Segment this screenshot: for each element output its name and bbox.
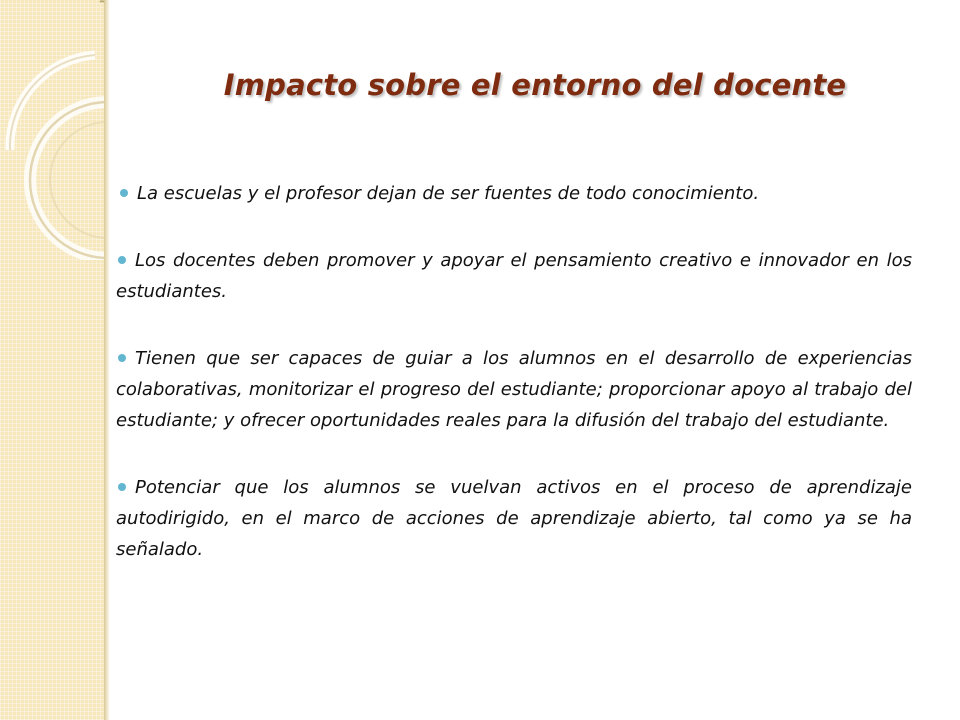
bullet-paragraph-3 bbox=[116, 343, 912, 436]
bullet-paragraph-1 bbox=[116, 178, 912, 209]
decorative-circles-icon bbox=[0, 0, 110, 260]
bullet-dot-icon bbox=[118, 483, 126, 491]
bullet-text-2: Los docentes deben promover y apoyar el pensamiento creativo e innovador en los estudiantes. bbox=[116, 250, 912, 302]
bullet-text-1: La escuelas y el profesor dejan de ser fuentes de todo conocimiento. bbox=[137, 183, 760, 204]
slide-body bbox=[116, 178, 912, 601]
bullet-text-3: Tienen que ser capaces de guiar a los alumnos en el desarrollo de experiencias colaborativas, monitorizar el progreso del estudiante; proporcionar apoyo al trabajo del estudiante; y ofrecer oportunidades reales para la difusión del trabajo del estudiante. bbox=[116, 348, 912, 431]
bullet-text-4: Potenciar que los alumnos se vuelvan activos en el proceso de aprendizaje autodirigido, en el marco de acciones de aprendizaje abierto, tal como ya se ha señalado. bbox=[116, 477, 912, 560]
bullet-dot-icon bbox=[118, 256, 126, 264]
slide-title: Impacto sobre el entorno del docente bbox=[223, 68, 847, 102]
bullet-paragraph-2 bbox=[116, 245, 912, 307]
bullet-paragraph-4 bbox=[116, 472, 912, 565]
bullet-dot-icon bbox=[120, 189, 128, 197]
bullet-dot-icon bbox=[118, 354, 126, 362]
